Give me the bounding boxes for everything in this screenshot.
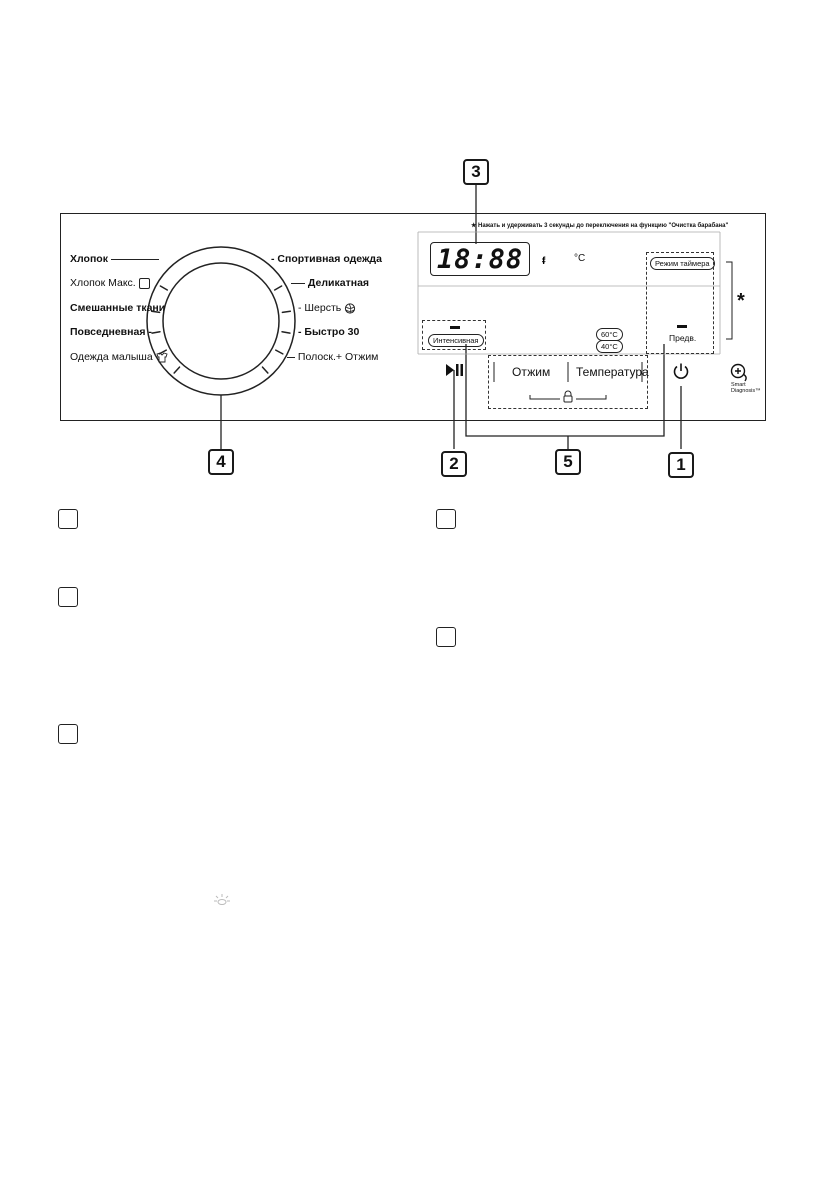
callout-2: 2	[441, 451, 467, 477]
asterisk-marker: *	[737, 290, 745, 312]
program-cotton: Хлопок	[70, 253, 159, 265]
callout-3: 3	[463, 159, 489, 185]
timer-button[interactable]: Режим таймера	[650, 257, 715, 270]
program-everyday: Повседневная -	[70, 326, 152, 338]
smart-diagnosis-icon	[729, 362, 751, 382]
program-delicate: Деликатная	[291, 277, 369, 289]
callout-5: 5	[555, 449, 581, 475]
program-baby: Одежда малыша	[70, 351, 168, 363]
legend-box-3	[58, 724, 78, 744]
program-sportswear: - Спортивная одежда	[271, 253, 382, 265]
program-quick30: - Быстро 30	[298, 326, 360, 338]
temp-unit: °C	[574, 253, 586, 264]
digital-display: 18:88	[430, 242, 530, 276]
prewash-button[interactable]: Предв.	[669, 333, 697, 343]
program-mixed: Смешанные ткани	[70, 302, 166, 314]
drum-clean-note: ★ Нажать и удерживать 3 секунды до переключения на функцию "Очистка барабана"	[471, 223, 729, 229]
program-cotton-max: Хлопок Макс.	[70, 277, 150, 289]
spin-button[interactable]: Отжим	[512, 365, 551, 379]
temperature-button[interactable]: Температура	[576, 365, 649, 379]
power-icon[interactable]	[672, 362, 690, 380]
temp-40-indicator: 40°C	[596, 340, 623, 353]
temp-60-indicator: 60°C	[596, 328, 623, 341]
smart-diagnosis-label: Smart Diagnosis™	[731, 382, 761, 394]
program-wool: - Шерсть	[298, 302, 356, 314]
program-rinse-spin: Полоск.+ Отжим	[287, 351, 378, 363]
svg-text:ᵮ: ᵮ	[542, 256, 546, 266]
callout-1: 1	[668, 452, 694, 478]
legend-box-5	[436, 627, 456, 647]
legend-box-1	[58, 509, 78, 529]
light-indicator-icon	[213, 893, 231, 905]
callout-4: 4	[208, 449, 234, 475]
child-lock-icon	[562, 390, 574, 403]
intensive-button[interactable]: Интенсивная	[428, 334, 484, 347]
legend-box-4	[436, 509, 456, 529]
legend-box-2	[58, 587, 78, 607]
